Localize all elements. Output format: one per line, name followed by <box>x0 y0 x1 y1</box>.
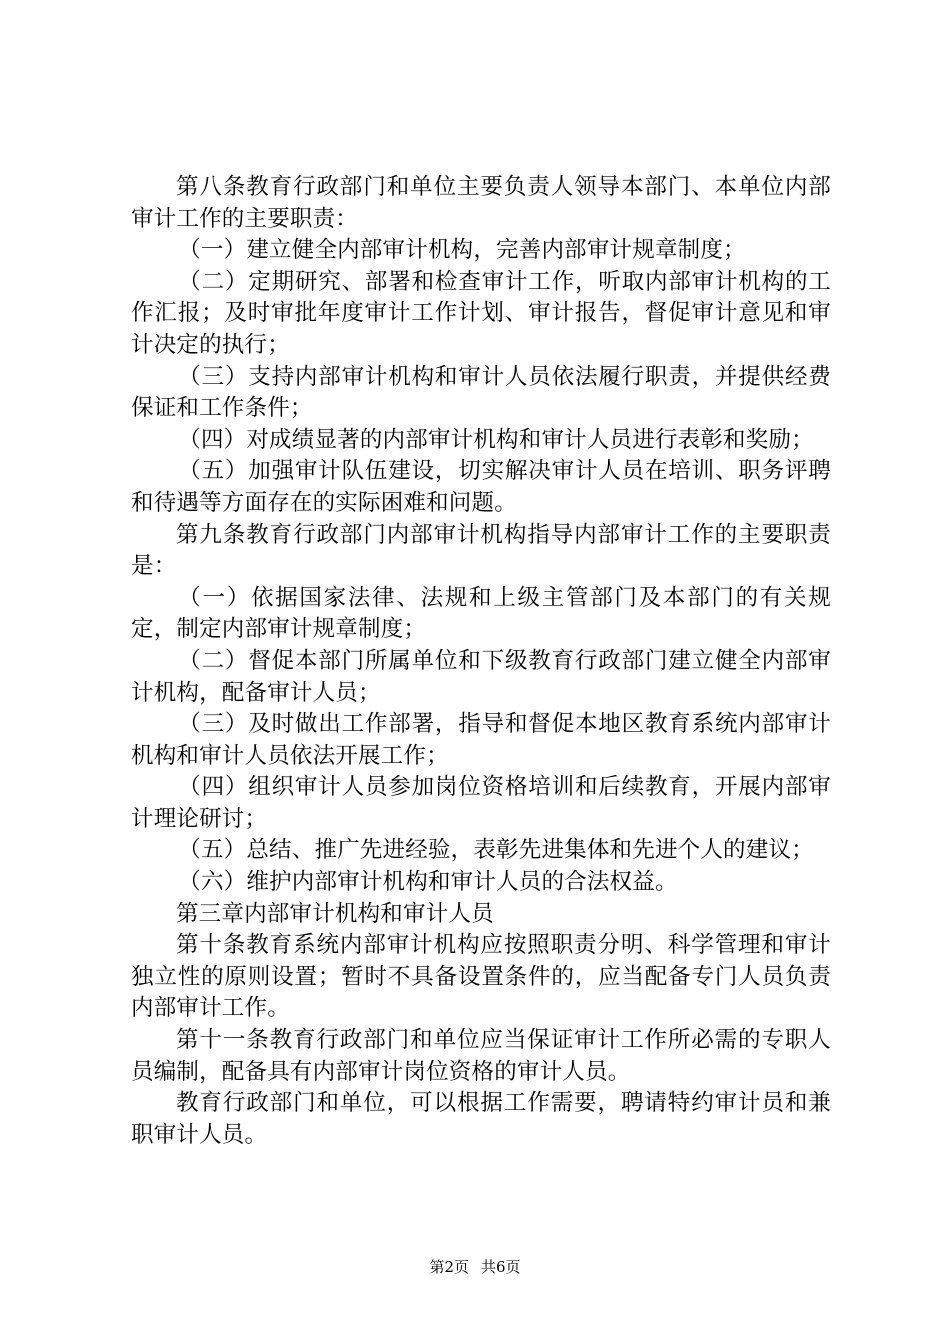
article-8: 第八条教育行政部门和单位主要负责人领导本部门、本单位内部审计工作的主要职责： <box>131 174 831 232</box>
article-9-item-1: （一）依据国家法律、法规和上级主管部门及本部门的有关规定，制定内部审计规章制度； <box>131 584 831 643</box>
article-8-item-4: （四）对成绩显著的内部审计机构和审计人员进行表彰和奖励； <box>178 426 814 453</box>
chapter-3-heading: 第三章内部审计机构和审计人员 <box>176 900 494 927</box>
article-8-item-5: （五）加强审计队伍建设，切实解决审计人员在培训、职务评聘和待遇等方面存在的实际困难和问题。 <box>131 458 831 516</box>
article-8-item-3: （三）支持内部审计机构和审计人员依法履行职责，并提供经费保证和工作条件； <box>131 363 831 422</box>
article-9-item-5: （五）总结、推广先进经验，表彰先进集体和先进个人的建议； <box>178 837 814 864</box>
article-10: 第十条教育系统内部审计机构应按照职责分明、科学管理和审计独立性的原则设置；暂时不具备设置条件的，应当配备专门人员负责内部审计工作。 <box>131 932 831 1022</box>
page-number: 第2页 <box>429 1258 469 1276</box>
page-total: 共6页 <box>481 1258 521 1276</box>
article-9-item-4: （四）组织审计人员参加岗位资格培训和后续教育，开展内部审计理论研讨； <box>131 774 831 832</box>
article-8-item-2: （二）定期研究、部署和检查审计工作，听取内部审计机构的工作汇报；及时审批年度审计工作计划、审计报告，督促审计意见和审计决定的执行； <box>131 268 831 358</box>
article-9-item-3: （三）及时做出工作部署，指导和督促本地区教育系统内部审计机构和审计人员依法开展工作； <box>131 711 831 769</box>
article-8-item-1: （一）建立健全内部审计机构，完善内部审计规章制度； <box>178 237 746 264</box>
document-body <box>131 172 831 1151</box>
article-11: 第十一条教育行政部门和单位应当保证审计工作所必需的专职人员编制，配备具有内部审计岗位资格的审计人员。 <box>131 1027 831 1085</box>
page-footer <box>0 1257 950 1277</box>
article-9-item-2: （二）督促本部门所属单位和下级教育行政部门建立健全内部审计机构，配备审计人员； <box>131 647 831 706</box>
article-11-paragraph-2: 教育行政部门和单位，可以根据工作需要，聘请特约审计员和兼职审计人员。 <box>131 1090 831 1148</box>
article-9-item-6: （六）维护内部审计机构和审计人员的合法权益。 <box>178 869 678 896</box>
article-9: 第九条教育行政部门内部审计机构指导内部审计工作的主要职责是： <box>131 521 831 580</box>
